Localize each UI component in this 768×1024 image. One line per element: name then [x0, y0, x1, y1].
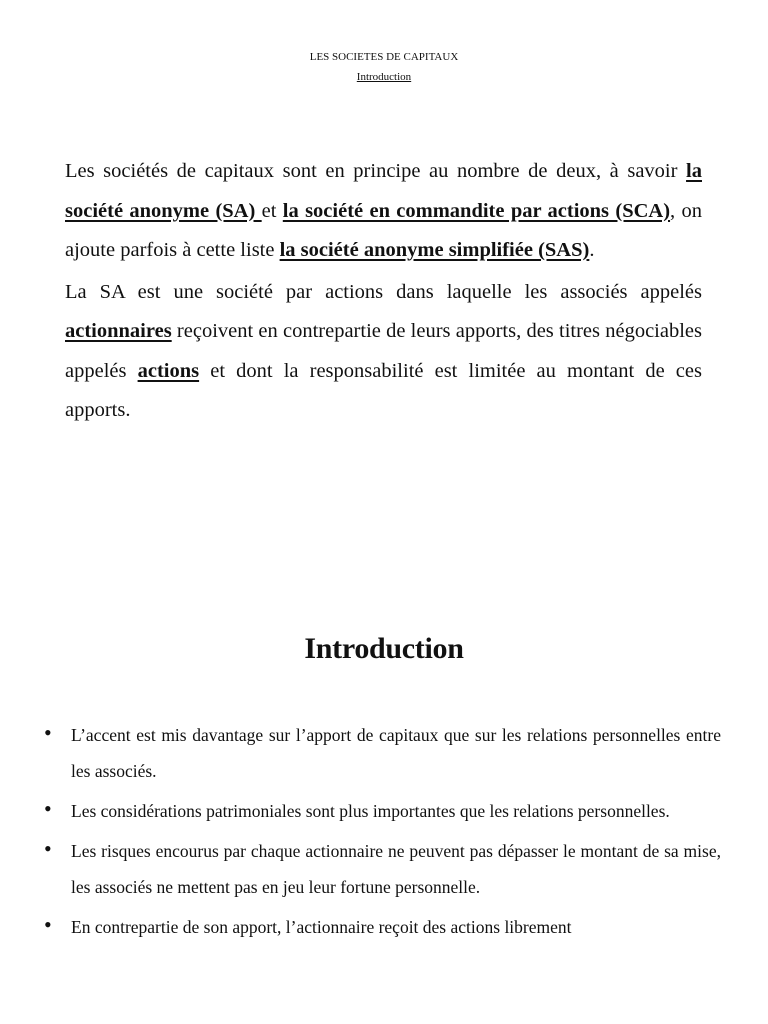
- paragraph-text: reçoivent en contrepartie de leurs apports, des titres négociables appelés: [65, 320, 702, 382]
- term-actions: actions: [137, 359, 200, 382]
- document-title: LES SOCIETES DE CAPITAUX: [309, 51, 459, 63]
- section-title: Introduction: [304, 632, 464, 665]
- document-header: [0, 50, 768, 84]
- list-item-text: En contrepartie de son apport, l’actionnaire reçoit des actions librement: [71, 917, 572, 937]
- term-sas: la société anonyme simplifiée (SAS): [279, 239, 590, 261]
- list-item: [40, 833, 721, 905]
- document-subtitle: Introduction: [356, 71, 412, 83]
- paragraph-text: et dont la responsabilité est limitée au montant de ces apports.: [65, 359, 702, 421]
- paragraph-definition-sa: [65, 273, 702, 431]
- list-item-text: L’accent est mis davantage sur l’apport de capitaux que sur les relations personnelles entre les associés.: [71, 725, 721, 781]
- paragraph-societes: [65, 152, 702, 271]
- list-item: [40, 793, 721, 829]
- paragraph-text: .: [589, 239, 595, 261]
- bullet-list: [40, 717, 721, 949]
- bullet-icon: •: [44, 836, 52, 861]
- bullet-icon: •: [44, 720, 52, 745]
- bullet-icon: •: [44, 912, 52, 937]
- term-sca: la société en commandite par actions (SCA): [282, 199, 671, 222]
- paragraph-text: , on ajoute parfois à cette liste: [65, 199, 703, 261]
- paragraph-text: et: [261, 199, 283, 222]
- intro-text: [65, 152, 702, 431]
- paragraph-text: La SA est une société par actions dans laquelle les associés appelés: [65, 280, 702, 303]
- term-sa: la société anonyme (SA): [65, 160, 702, 222]
- term-actionnaires: actionnaires: [65, 320, 172, 342]
- list-item: [40, 717, 721, 789]
- list-item-text: Les risques encourus par chaque actionnaire ne peuvent pas dépasser le montant de sa mise, les associés ne mettent pas en jeu leur fortune personnelle.: [71, 841, 721, 897]
- list-item-text: Les considérations patrimoniales sont plus importantes que les relations personnelles.: [71, 801, 670, 821]
- bullet-icon: •: [44, 796, 52, 821]
- paragraph-text: Les sociétés de capitaux sont en principe au nombre de deux, à savoir: [65, 160, 687, 182]
- list-item: [40, 909, 721, 945]
